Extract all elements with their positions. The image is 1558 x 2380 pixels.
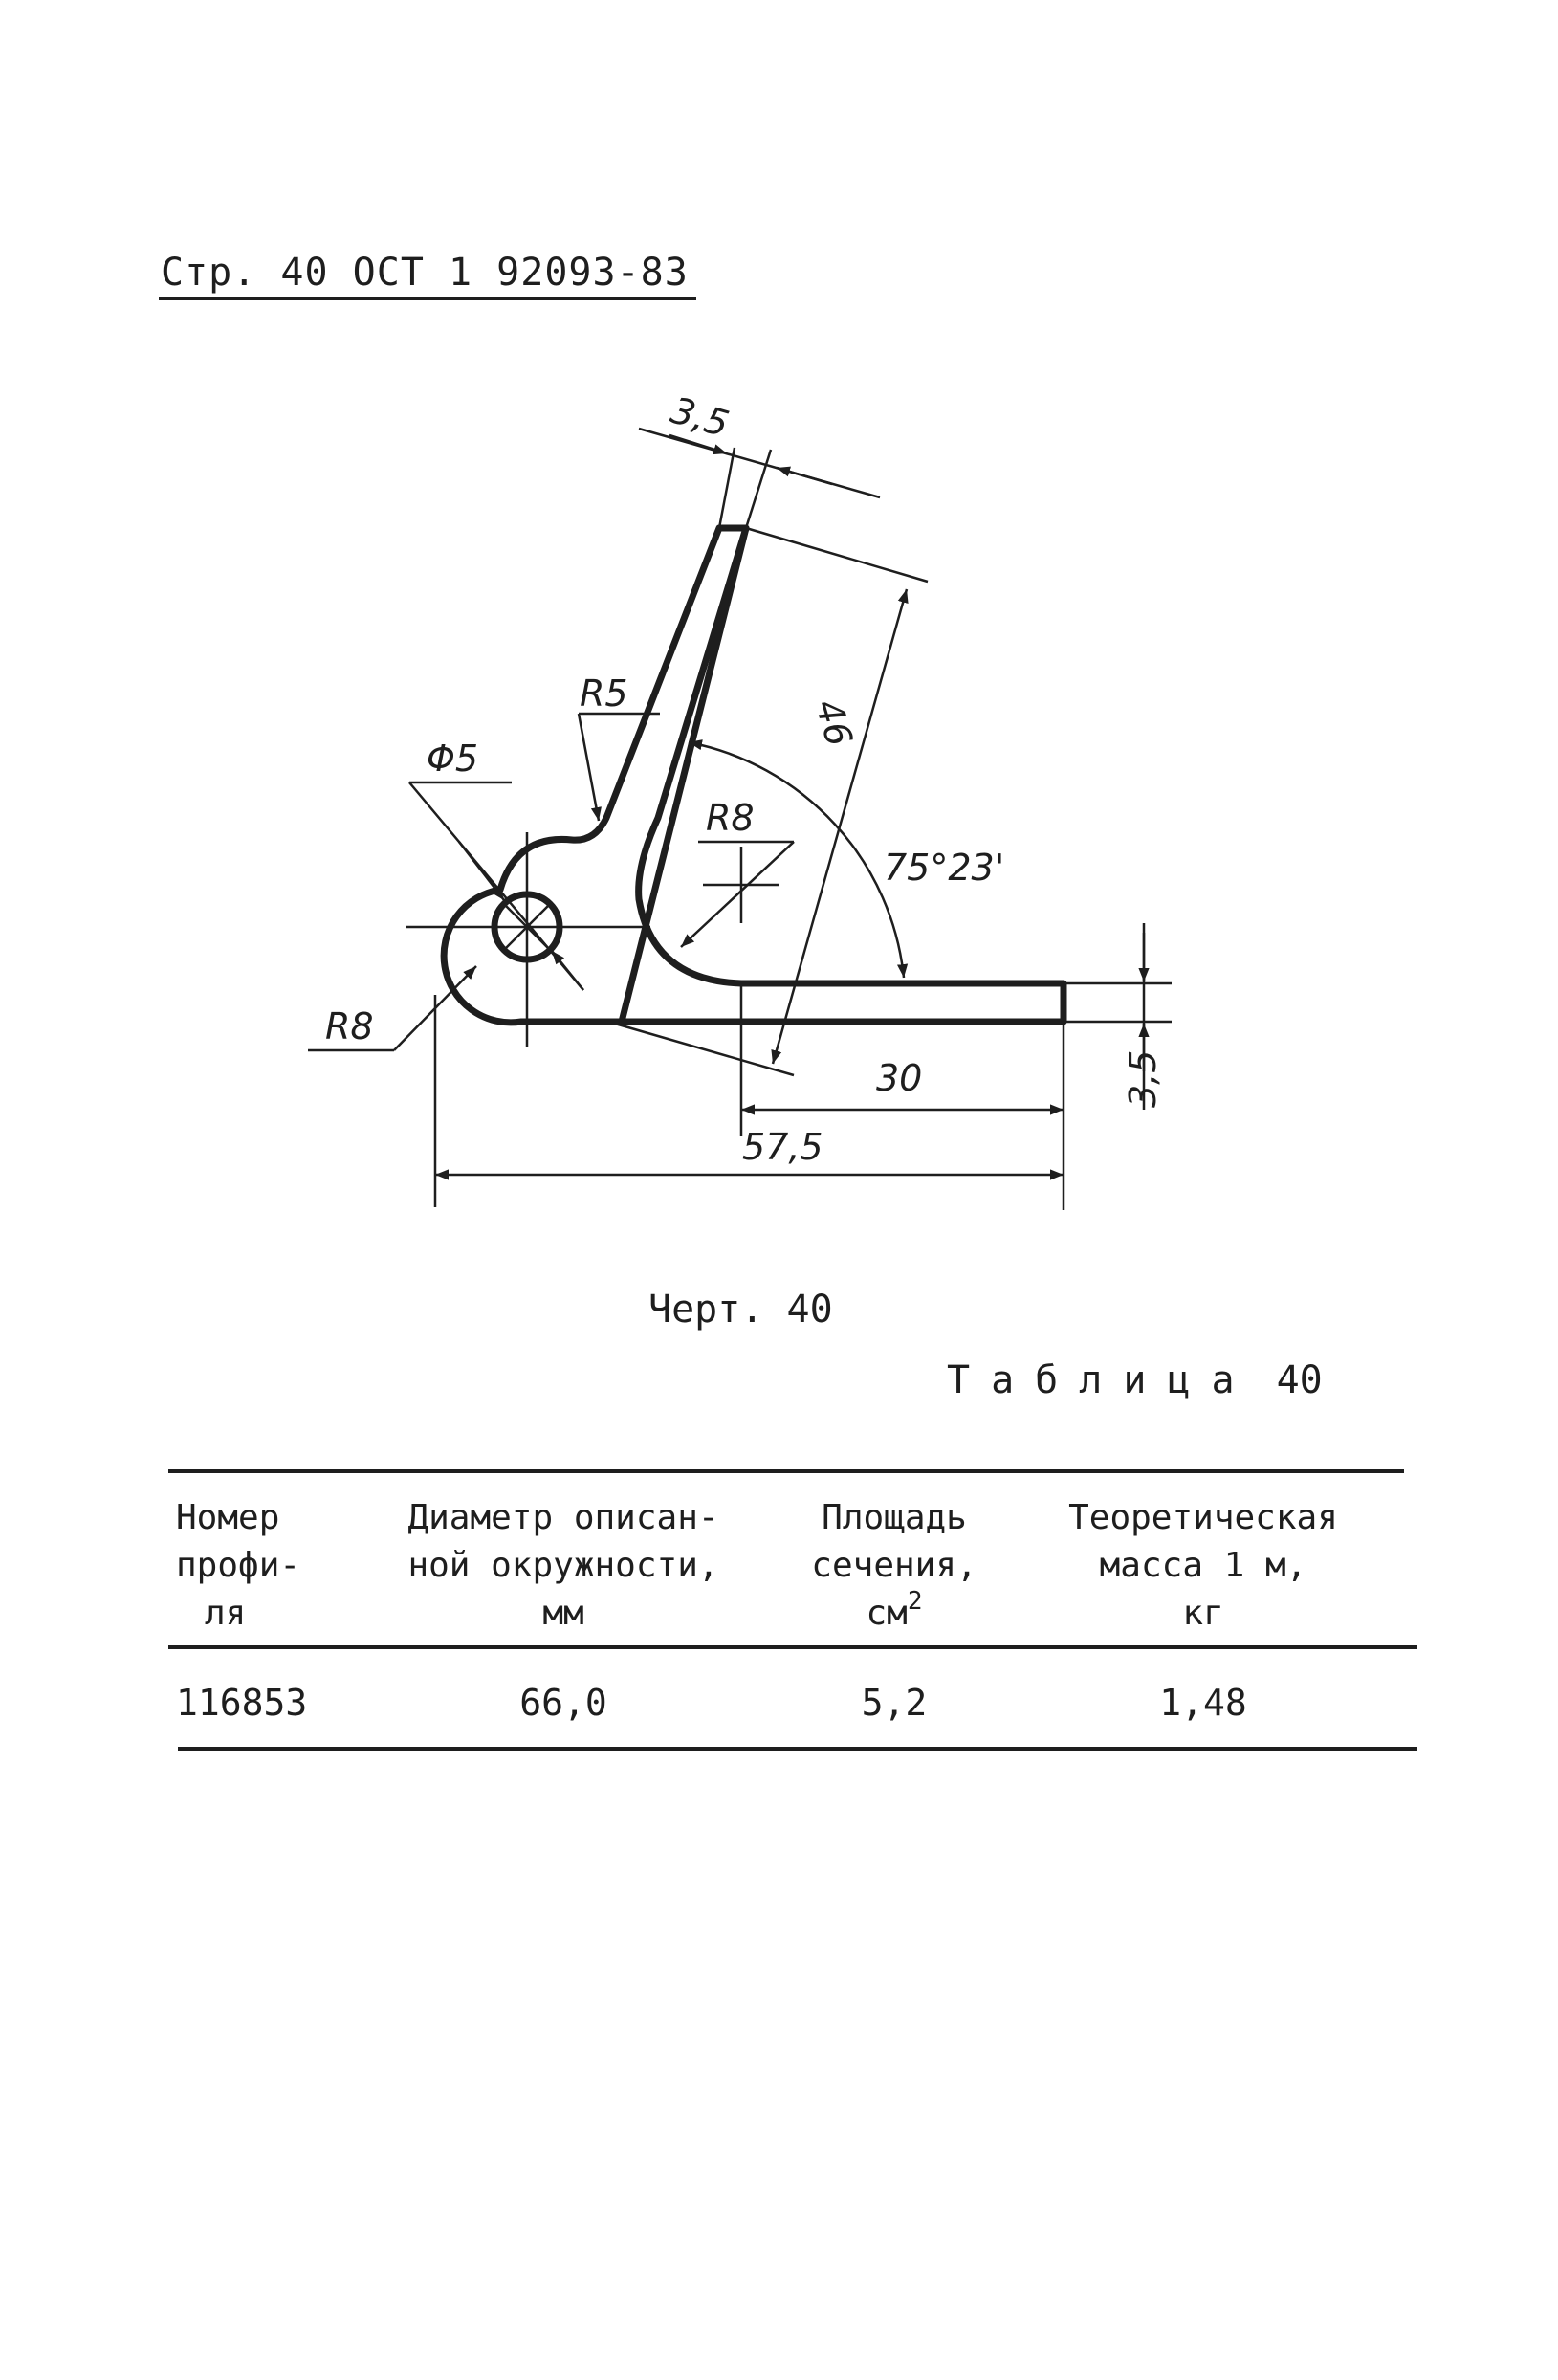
table-top-rule bbox=[168, 1469, 1404, 1473]
header-line: мм bbox=[542, 1594, 584, 1633]
header-line: ля bbox=[205, 1594, 247, 1633]
dim-46-ext-bottom bbox=[608, 1022, 794, 1075]
table-title bbox=[947, 1358, 1323, 1402]
table-header-circumscribed-diameter bbox=[386, 1494, 740, 1638]
dim-46-label: 46 bbox=[807, 694, 861, 751]
dim-angle-arc bbox=[689, 742, 904, 978]
header-line: Теоретическая bbox=[1068, 1498, 1338, 1537]
header-line: ной окружности, bbox=[407, 1546, 719, 1585]
table-header-section-area bbox=[794, 1494, 995, 1641]
table-cell-diameter: 66,0 bbox=[519, 1682, 607, 1724]
header-line: кг bbox=[1182, 1594, 1224, 1633]
dim-diameter-label: Φ5 bbox=[427, 738, 479, 780]
profile-outer-contour bbox=[444, 528, 1064, 1023]
dim-top-thickness-ext-1 bbox=[719, 448, 735, 528]
dim-r5-label: R5 bbox=[580, 672, 628, 715]
profile-leg-inner-edge bbox=[622, 528, 746, 1022]
header-line: масса 1 м, bbox=[1099, 1546, 1307, 1585]
dim-57-5-label: 57,5 bbox=[742, 1126, 823, 1168]
table-bottom-rule bbox=[178, 1747, 1417, 1751]
dim-r8-outer-label: R8 bbox=[325, 1005, 374, 1047]
dim-r8-inner-leader-2 bbox=[681, 842, 794, 947]
dim-right-thickness-label: 3,5 bbox=[1122, 1049, 1164, 1108]
dim-top-thickness-arrow-b bbox=[777, 468, 832, 484]
header-unit: см bbox=[866, 1594, 908, 1633]
header-unit-line bbox=[794, 1587, 995, 1641]
header-unit-superscript: 2 bbox=[907, 1587, 923, 1616]
dim-r5-leader-2 bbox=[579, 714, 599, 821]
table-title-number: 40 bbox=[1276, 1358, 1323, 1402]
drawing-caption: Черт. 40 bbox=[648, 1288, 833, 1332]
dim-dia-arrow-b bbox=[552, 951, 583, 990]
dim-r8-inner-label: R8 bbox=[706, 797, 755, 839]
dim-30-label: 30 bbox=[876, 1057, 923, 1099]
header-line: профи- bbox=[176, 1546, 301, 1585]
table-title-label: Таблица bbox=[947, 1358, 1256, 1402]
profile-outline bbox=[444, 528, 1064, 1023]
table-cell-area: 5,2 bbox=[861, 1682, 928, 1724]
table-header-profile-number bbox=[176, 1494, 300, 1638]
header-line: Диаметр описан- bbox=[407, 1498, 719, 1537]
dim-dia-arrow-a bbox=[459, 842, 504, 900]
table-header-rule bbox=[168, 1645, 1417, 1649]
page-header: Стр. 40 ОСТ 1 92093-83 bbox=[161, 251, 689, 295]
dim-top-thickness-label: 3,5 bbox=[666, 388, 734, 446]
dim-angle-label: 75°23' bbox=[884, 847, 1005, 889]
header-line: Площадь bbox=[822, 1498, 967, 1537]
table-cell-profile-number: 116853 bbox=[176, 1682, 308, 1724]
header-line: сечения, bbox=[811, 1546, 977, 1585]
dim-46-ext-top bbox=[746, 528, 928, 582]
table-header-theoretical-mass bbox=[1041, 1494, 1366, 1638]
dim-46-line bbox=[773, 589, 907, 1064]
center-lines bbox=[406, 832, 779, 1047]
header-line: Номер bbox=[176, 1498, 280, 1537]
table-cell-mass: 1,48 bbox=[1159, 1682, 1247, 1724]
